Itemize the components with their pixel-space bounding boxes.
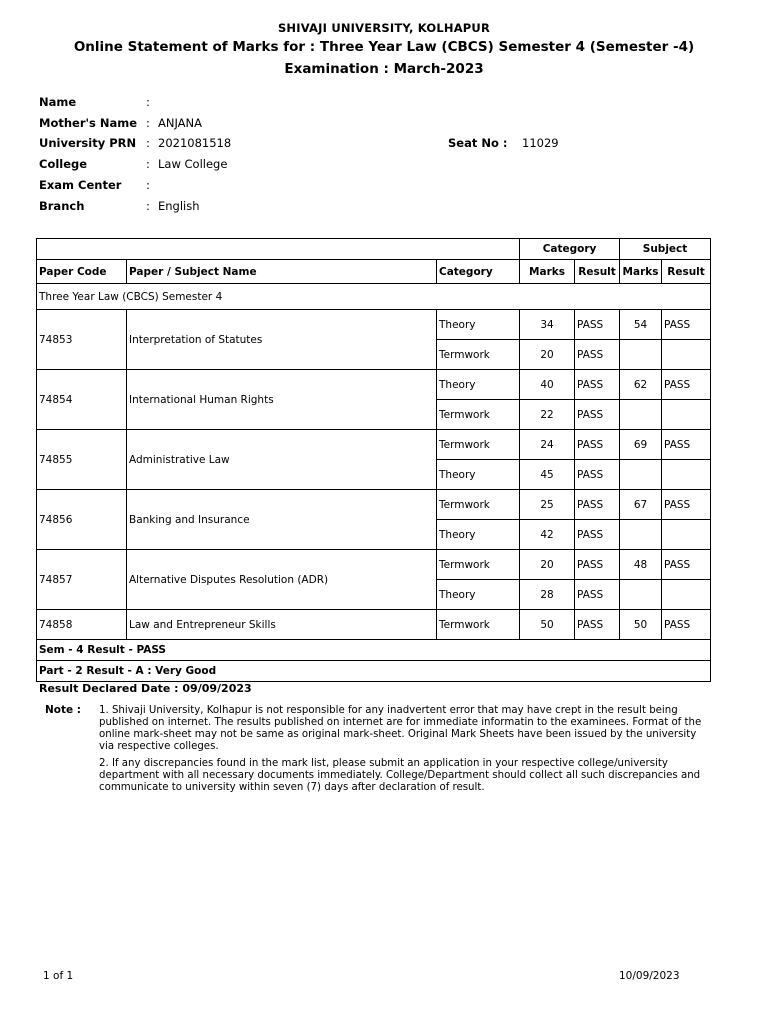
- print-date: 10/09/2023: [619, 970, 680, 982]
- marks-cell: 50: [520, 610, 575, 640]
- category-header: Category: [437, 260, 520, 284]
- paper-code: 74854: [37, 370, 127, 430]
- subject-result-cell: PASS: [662, 310, 711, 340]
- marks-cell: 34: [520, 310, 575, 340]
- note-item-2: 2. If any discrepancies found in the mark list, please submit an application in your respective college/university department with all necessary documents immediately. College/Department should collect all such discrepancies and communicate to university within seven (7) days after declaration of result.: [99, 758, 701, 793]
- seat-value: 11029: [522, 136, 559, 150]
- part-result: Part - 2 Result - A : Very Good: [37, 661, 711, 682]
- blank-header-cell: [37, 239, 520, 260]
- table-row: [37, 310, 711, 340]
- marks-cell: 24: [520, 430, 575, 460]
- empty-cell: [620, 520, 662, 550]
- mother-name-label: Mother's Name: [39, 116, 138, 130]
- exam-center-label: Exam Center: [39, 178, 122, 192]
- branch-value: English: [158, 199, 200, 213]
- paper-code: 74853: [37, 310, 127, 370]
- result-cell: PASS: [575, 310, 620, 340]
- empty-cell: [620, 400, 662, 430]
- college-label: College: [39, 157, 88, 171]
- category-cell: Termwork: [437, 340, 520, 370]
- prn-label: University PRN: [39, 136, 137, 150]
- table-group-header: [37, 239, 711, 260]
- subject-result-cell: PASS: [662, 430, 711, 460]
- table-row: [37, 490, 711, 520]
- table-row: [37, 430, 711, 460]
- paper-name: International Human Rights: [127, 370, 437, 430]
- result-header: Result: [575, 260, 620, 284]
- note-item-1: 1. Shivaji University, Kolhapur is not responsible for any inadvertent error that may have crept in the result being published on internet. The results published on internet are for immediate informatin to the examinees. Format of the online mark-sheet may not be same as original mark-sheet. Original Mark Sheets have been issued by the university via respective colleges.: [99, 705, 702, 752]
- result-cell: PASS: [575, 460, 620, 490]
- paper-code: 74857: [37, 550, 127, 610]
- category-cell: Termwork: [437, 430, 520, 460]
- empty-cell: [662, 400, 711, 430]
- category-cell: Theory: [437, 520, 520, 550]
- subject-result-cell: PASS: [662, 550, 711, 580]
- empty-cell: [662, 340, 711, 370]
- note-label: Note :: [45, 704, 81, 716]
- empty-cell: [662, 460, 711, 490]
- subject-marks-header: Marks: [620, 260, 662, 284]
- result-cell: PASS: [575, 370, 620, 400]
- marks-cell: 25: [520, 490, 575, 520]
- result-cell: PASS: [575, 430, 620, 460]
- paper-code: 74858: [37, 610, 127, 640]
- category-cell: Theory: [437, 310, 520, 340]
- category-cell: Termwork: [437, 550, 520, 580]
- exam-center-colon: :: [146, 178, 150, 192]
- table-column-header: [37, 260, 711, 284]
- paper-code: 74855: [37, 430, 127, 490]
- marks-cell: 42: [520, 520, 575, 550]
- course-row: [37, 284, 711, 310]
- category-group-header: Category: [520, 239, 620, 260]
- subject-marks-cell: 69: [620, 430, 662, 460]
- subject-result-cell: PASS: [662, 490, 711, 520]
- course-name: Three Year Law (CBCS) Semester 4: [37, 284, 711, 310]
- name-label: Name: [39, 95, 77, 109]
- subject-marks-cell: 67: [620, 490, 662, 520]
- subject-marks-cell: 48: [620, 550, 662, 580]
- paper-name: Alternative Disputes Resolution (ADR): [127, 550, 437, 610]
- table-row: [37, 550, 711, 580]
- college-colon: :: [146, 157, 150, 171]
- marks-cell: 20: [520, 340, 575, 370]
- statement-title: Online Statement of Marks for : Three Year Law (CBCS) Semester 4 (Semester -4): [73, 39, 695, 55]
- paper-name: Interpretation of Statutes: [127, 310, 437, 370]
- category-cell: Termwork: [437, 400, 520, 430]
- result-cell: PASS: [575, 550, 620, 580]
- paper-name: Banking and Insurance: [127, 490, 437, 550]
- paper-name-header: Paper / Subject Name: [127, 260, 437, 284]
- empty-cell: [662, 580, 711, 610]
- branch-colon: :: [146, 199, 150, 213]
- page-number: 1 of 1: [43, 970, 74, 982]
- paper-code: 74856: [37, 490, 127, 550]
- paper-name: Law and Entrepreneur Skills: [127, 610, 437, 640]
- category-cell: Termwork: [437, 610, 520, 640]
- mother-name-colon: :: [146, 116, 150, 130]
- empty-cell: [620, 580, 662, 610]
- result-declared-date: Result Declared Date : 09/09/2023: [39, 682, 252, 695]
- table-row: [37, 370, 711, 400]
- sem-result: Sem - 4 Result - PASS: [37, 640, 711, 661]
- branch-label: Branch: [39, 199, 85, 213]
- subject-result-cell: PASS: [662, 610, 711, 640]
- marks-cell: 45: [520, 460, 575, 490]
- subject-marks-cell: 54: [620, 310, 662, 340]
- subject-group-header: Subject: [620, 239, 711, 260]
- paper-name: Administrative Law: [127, 430, 437, 490]
- paper-code-header: Paper Code: [37, 260, 127, 284]
- result-cell: PASS: [575, 400, 620, 430]
- result-cell: PASS: [575, 610, 620, 640]
- prn-colon: :: [146, 136, 150, 150]
- category-cell: Theory: [437, 370, 520, 400]
- subject-result-cell: PASS: [662, 370, 711, 400]
- empty-cell: [620, 460, 662, 490]
- sem-result-row: [37, 640, 711, 661]
- college-value: Law College: [158, 157, 228, 171]
- marks-header: Marks: [520, 260, 575, 284]
- university-name: SHIVAJI UNIVERSITY, KOLHAPUR: [277, 21, 491, 35]
- subject-marks-cell: 50: [620, 610, 662, 640]
- result-cell: PASS: [575, 340, 620, 370]
- subject-result-header: Result: [662, 260, 711, 284]
- marks-cell: 40: [520, 370, 575, 400]
- marks-cell: 20: [520, 550, 575, 580]
- name-colon: :: [146, 95, 150, 109]
- prn-value: 2021081518: [158, 136, 232, 150]
- result-cell: PASS: [575, 490, 620, 520]
- empty-cell: [662, 520, 711, 550]
- exam-title: Examination : March-2023: [284, 61, 484, 77]
- marks-table: [36, 238, 711, 682]
- table-row: [37, 610, 711, 640]
- marks-cell: 22: [520, 400, 575, 430]
- result-cell: PASS: [575, 580, 620, 610]
- mother-name-value: ANJANA: [158, 116, 202, 130]
- category-cell: Termwork: [437, 490, 520, 520]
- marks-cell: 28: [520, 580, 575, 610]
- seat-label: Seat No :: [448, 136, 508, 150]
- subject-marks-cell: 62: [620, 370, 662, 400]
- result-cell: PASS: [575, 520, 620, 550]
- part-result-row: [37, 661, 711, 682]
- category-cell: Theory: [437, 460, 520, 490]
- empty-cell: [620, 340, 662, 370]
- category-cell: Theory: [437, 580, 520, 610]
